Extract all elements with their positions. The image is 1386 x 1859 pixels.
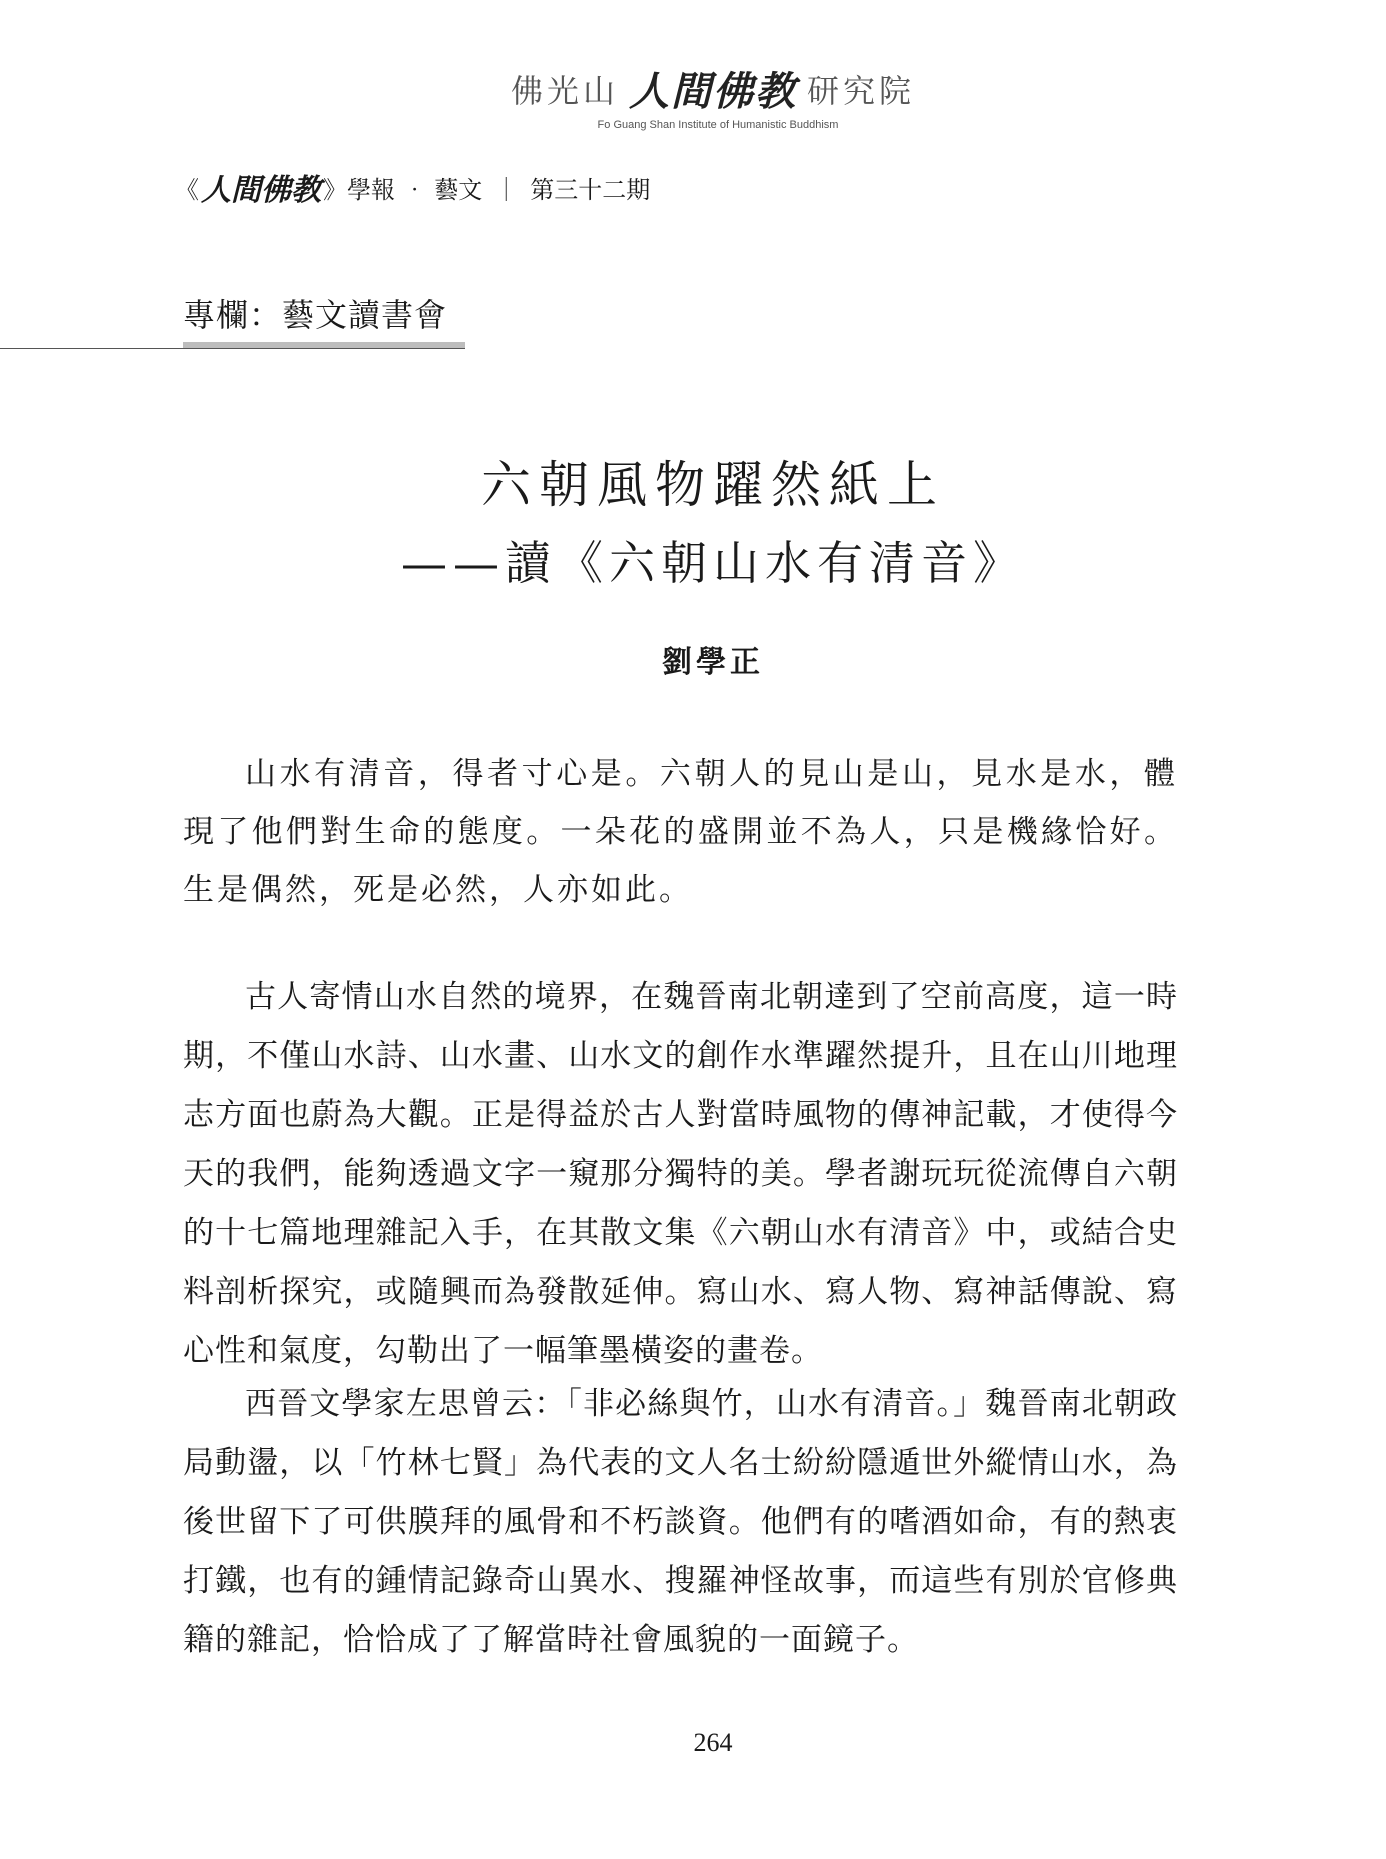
institute-brand: 人間佛教 xyxy=(629,68,797,115)
institute-english-name: Fo Guang Shan Institute of Humanistic Buddhism xyxy=(597,119,839,131)
journal-open-bracket: 《 xyxy=(175,175,199,204)
article-paragraph-2: 西晉文學家左思曾云：「非必絲與竹，山水有清音。」魏晉南北朝政局動盪，以「竹林七賢」為代表的文人名士紛紛隱遁世外縱情山水，為後世留下了可供膜拜的風骨和不朽談資。他們有的嗜酒如命，有的熱衷打鐵，也有的鍾情記錄奇山異水、搜羅神怪故事，而這些有別於官修典籍的雜記，恰恰成了了解當時社會風貌的一面鏡子。 xyxy=(183,1386,1178,1658)
journal-separator: ｜ xyxy=(494,175,519,204)
institute-prefix: 佛光山 xyxy=(510,71,619,110)
article-subtitle: ——讀《六朝山水有清音》 xyxy=(401,536,1025,590)
article-author: 劉學正 xyxy=(662,645,764,680)
journal-issue: 第三十二期 xyxy=(530,175,651,204)
column-rule xyxy=(0,348,465,349)
column-title: 專欄：藝文讀書會 xyxy=(183,296,448,334)
institute-header xyxy=(0,60,1386,131)
journal-running-header xyxy=(175,165,650,209)
institute-logo xyxy=(511,60,915,117)
article-paragraph-1: 古人寄情山水自然的境界，在魏晉南北朝達到了空前高度，這一時期，不僅山水詩、山水畫、山水文的創作水準躍然提升，且在山川地理志方面也蔚為大觀。正是得益於古人對當時風物的傳神記載，才使得今天的我們，能夠透過文字一窺那分獨特的美。學者謝玩玩從流傳自六朝的十七篇地理雜記入手，在其散文集《六朝山水有清音》中，或結合史料剖析探究，或隨興而為發散延伸。寫山水、寫人物、寫神話傳說、寫心性和氣度，勾勒出了一幅筆墨橫姿的畫卷。 xyxy=(183,979,1178,1369)
page-number: 264 xyxy=(693,1728,733,1757)
article-title: 六朝風物躍然紙上 xyxy=(481,456,945,514)
article-abstract: 山水有清音，得者寸心是。六朝人的見山是山，見水是水，體現了他們對生命的態度。一朵花的盛開並不為人，只是機緣恰好。生是偶然，死是必然，人亦如此。 xyxy=(183,756,1178,908)
journal-name: 》學報 ‧ 藝文 xyxy=(323,175,483,204)
journal-brand: 人間佛教 xyxy=(201,173,321,208)
institute-suffix: 研究院 xyxy=(807,71,916,110)
